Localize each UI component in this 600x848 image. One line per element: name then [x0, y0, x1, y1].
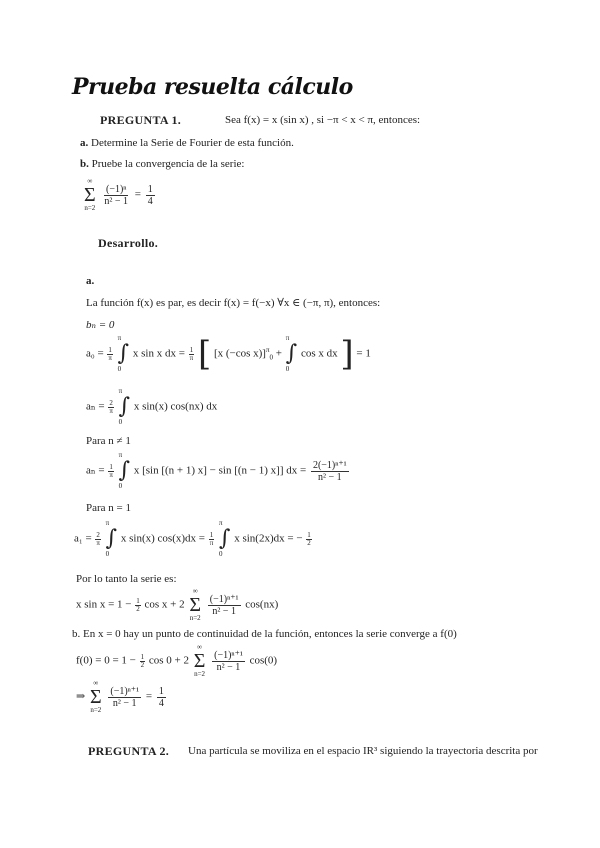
sum-symbol: ∞ Σ n=2	[84, 177, 96, 212]
f0-equation: f(0) = 0 = 1 − $\frac{1}{2}$ cos 0 + 2 ∞ Σ n=2 $\frac{\text{(−1)ⁿ⁺¹}}{\text{n² − 1}}$ cos(0)	[76, 643, 278, 678]
bn-equation: bₙ = 0	[86, 319, 115, 331]
series-intro: Por lo tanto la serie es:	[76, 573, 177, 585]
an-equation: aₙ = $\frac{2}{\pi}$ π ∫ 0 x sin(x) cos(nx) dx	[86, 387, 218, 426]
series-equation: ∞ Σ n=2 $\frac{\text{(−1)ⁿ}}{\text{n² − 1}}$ = $\frac{1}{4}$	[84, 177, 153, 212]
question-1-statement: Sea f(x) = x (sin x) , si −π < x < π, entonces:	[225, 114, 421, 126]
series-fraction: $\frac{\text{(−1)ⁿ}}{\text{n² − 1}}$	[104, 183, 129, 207]
part-a-prompt	[80, 137, 294, 149]
solution-a-label: a.	[86, 275, 95, 287]
question-2-statement: Una partícula se moviliza en el espacio IR³ siguiendo la trayectoria descrita por	[188, 745, 538, 757]
development-heading: Desarrollo.	[98, 236, 159, 250]
question-1-heading: PREGUNTA 1.	[100, 113, 182, 127]
page-title: Prueba resuelta cálculo	[72, 74, 353, 100]
case-n-eq-1: Para n = 1	[86, 502, 131, 514]
a1-equation: a₁ = $\frac{2}{\pi}$ π ∫ 0 x sin(x) cos(x)dx = $\frac{1}{\pi}$ π ∫ 0 x sin(2x)dx = − $\frac{1}{2}$	[74, 519, 311, 558]
an-result-equation: aₙ = $\frac{1}{\pi}$ π ∫ 0 x [sin [(n + 1) x] − sin [(n − 1) x]] dx = $\frac{\text{2(−1)ⁿ⁺¹}}{\text{n² − 1}}$	[86, 451, 347, 490]
part-b-text: Pruebe la convergencia de la serie:	[91, 158, 245, 170]
part-b-solution-text: b. En x = 0 hay un punto de continuidad de la función, entonces la serie converge a f(0)	[72, 628, 457, 640]
a0-equation: a₀ = $\frac{1}{\pi}$ π ∫ 0 x sin x dx = $\frac{1}{\pi}$ [ [x (−cos x)]$^\pi_0$ + π ∫ 0 cos x dx ] = 1	[86, 334, 371, 374]
case-n-not-1: Para n ≠ 1	[86, 435, 131, 447]
even-function-text: La función f(x) es par, es decir f(x) = f(−x) ∀x ∈ (−π, π), entonces:	[86, 297, 381, 309]
series-result: $\frac{1}{4}$	[147, 183, 153, 207]
part-b-prompt	[80, 158, 244, 170]
final-result: ⇒ ∞ Σ n=2 $\frac{\text{(−1)ⁿ⁺¹}}{\text{n² − 1}}$ = $\frac{1}{4}$	[76, 679, 164, 714]
question-2-heading: PREGUNTA 2.	[88, 744, 170, 758]
fourier-series: x sin x = 1 − $\frac{1}{2}$ cos x + 2 ∞ Σ n=2 $\frac{\text{(−1)ⁿ⁺¹}}{\text{n² − 1}}$ cos(nx)	[76, 587, 279, 622]
part-b-label: b.	[80, 158, 89, 170]
part-a-label: a.	[80, 137, 89, 149]
part-a-text: Determine la Serie de Fourier de esta función.	[91, 137, 294, 149]
